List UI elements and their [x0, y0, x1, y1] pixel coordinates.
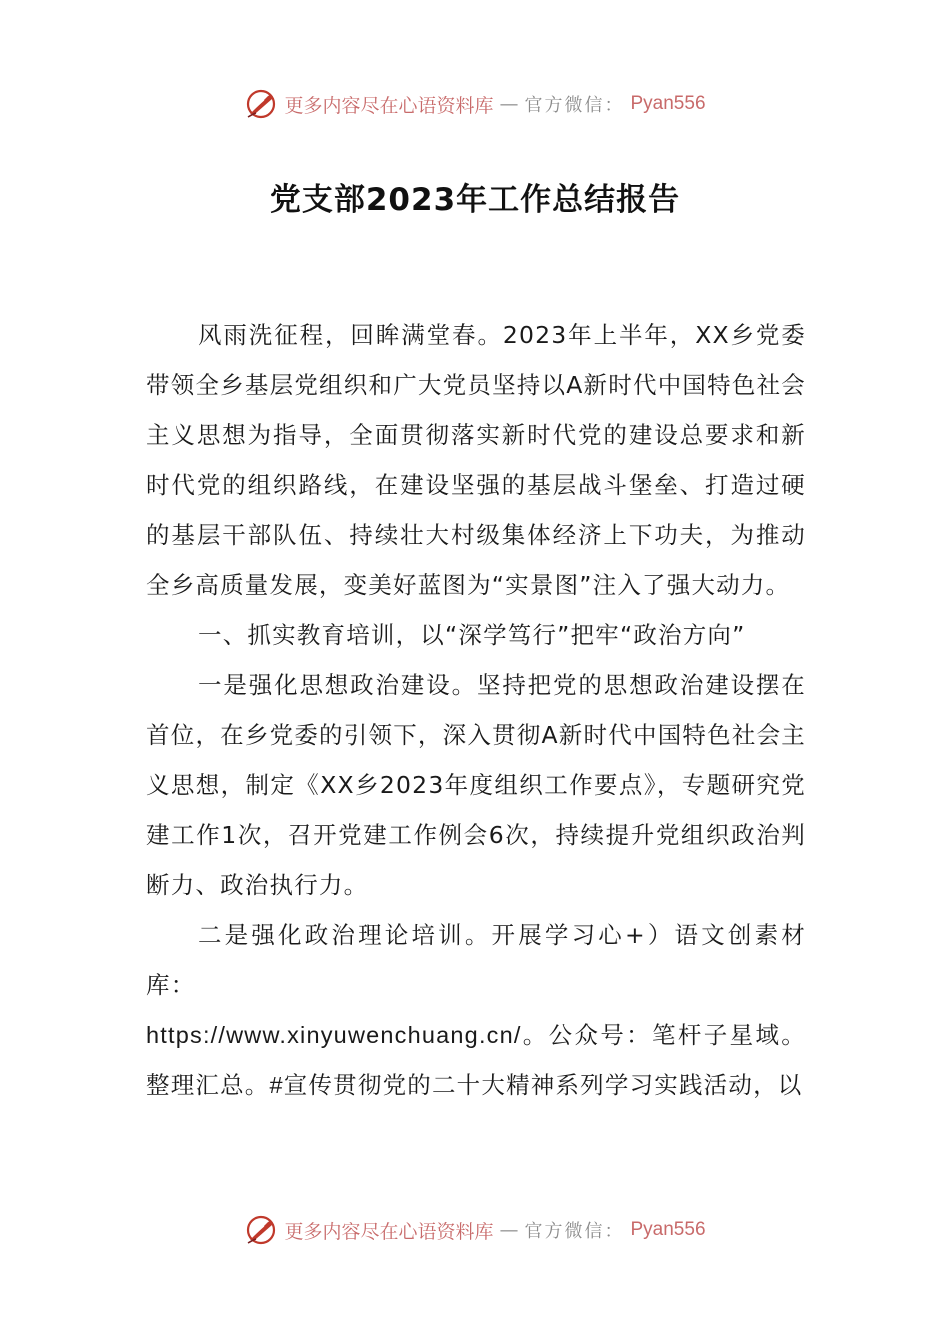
- watermark-dash: —: [499, 93, 519, 115]
- paragraph-ideology: 一是强化思想政治建设。坚持把党的思想政治建设摆在首位，在乡党委的引领下，深入贯彻A新时代中国特色社会主义思想，制定《XX乡2023年度组织工作要点》，专题研究党建工作1次，召开党建工作例会6次，持续提升党组织政治判断力、政治执行力。: [146, 671, 806, 899]
- footer-watermark: [0, 1210, 950, 1250]
- document-title: 党支部2023年工作总结报告: [269, 182, 681, 218]
- watermark-text: 更多内容尽在心语资料库: [284, 1220, 494, 1243]
- watermark-wechat-label: 官方微信：: [524, 1221, 625, 1242]
- section-heading-1: 一、抓实教育培训，以“深学笃行”把牢“政治方向”: [198, 621, 746, 649]
- paragraph-training: 二是强化政治理论培训。开展学习心+）语文创素材库：: [146, 921, 806, 999]
- document-body: [146, 310, 806, 1110]
- paragraph-url-continuation: https://www.xinyuwenchuang.cn/。公众号：笔杆子星域。整理汇总。#宣传贯彻党的二十大精神系列学习实践活动，以: [146, 1022, 806, 1098]
- watermark-wechat-id: Pyan556: [630, 93, 706, 114]
- watermark-text: 更多内容尽在心语资料库: [284, 94, 494, 117]
- quill-pen-logo-icon: [244, 1213, 278, 1247]
- quill-pen-logo-icon: [244, 87, 278, 121]
- watermark-wechat-label: 官方微信：: [524, 95, 625, 116]
- paragraph-intro: 风雨洗征程，回眸满堂春。2023年上半年，XX乡党委带领全乡基层党组织和广大党员坚持以A新时代中国特色社会主义思想为指导，全面贯彻落实新时代党的建设总要求和新时代党的组织路线，在建设坚强的基层战斗堡垒、打造过硬的基层干部队伍、持续壮大村级集体经济上下功夫，为推动全乡高质量发展，变美好蓝图为“实景图”注入了强大动力。: [146, 321, 806, 599]
- watermark-dash: —: [499, 1219, 519, 1241]
- header-watermark: [0, 84, 950, 124]
- watermark-wechat-id: Pyan556: [630, 1219, 706, 1240]
